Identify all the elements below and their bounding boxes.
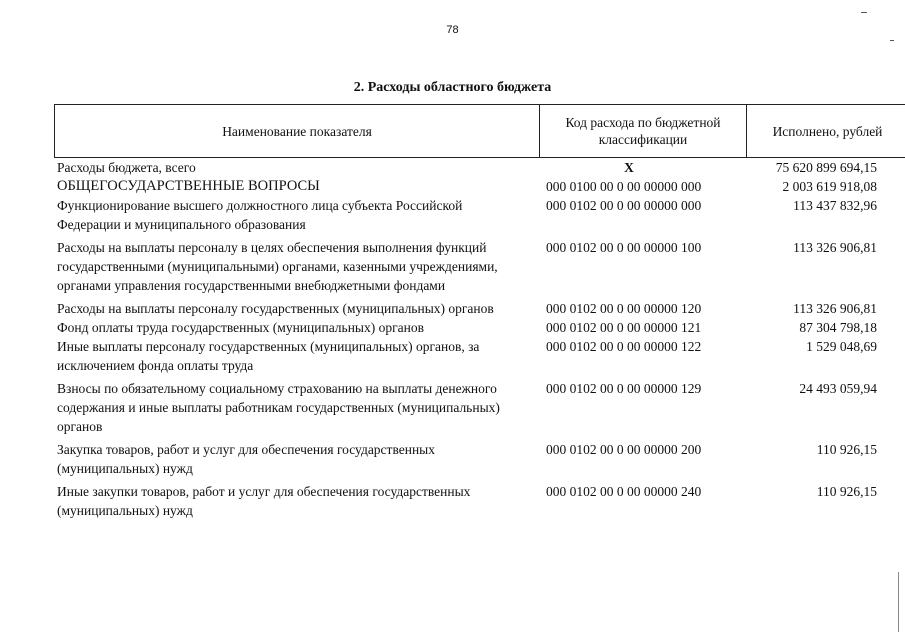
row-name: Расходы на выплаты персоналу в целях обеспечения выполнения функций государственными (муниципальными) органами, казенными учреждениями, органами управления государственными внебюджетными фондами — [57, 240, 498, 293]
table-row — [54, 158, 881, 177]
table-row — [54, 196, 881, 234]
row-name: Расходы на выплаты персоналу государственных (муниципальных) органов — [57, 301, 494, 316]
row-name: Расходы бюджета, всего — [57, 160, 196, 175]
row-code: 000 0102 00 0 00 00000 200 — [546, 442, 702, 457]
row-name: Фонд оплаты труда государственных (муниципальных) органов — [57, 320, 424, 335]
page-number: 78 — [446, 24, 459, 36]
scan-mark — [898, 572, 899, 632]
table-row — [54, 299, 881, 318]
row-code: 000 0102 00 0 00 00000 100 — [546, 240, 702, 255]
table-row — [54, 318, 881, 337]
row-code: 000 0102 00 0 00 00000 121 — [546, 320, 702, 335]
row-name: Закупка товаров, работ и услуг для обеспечения государственных (муниципальных) нужд — [57, 442, 436, 476]
table-header — [54, 104, 905, 158]
row-amount: 110 926,15 — [816, 484, 877, 499]
row-name: Взносы по обязательному социальному страхованию на выплаты денежного содержания и иные выплаты работникам государственных (муниципальных) органов — [57, 381, 500, 434]
table-row — [54, 482, 881, 520]
scan-mark — [861, 12, 867, 13]
row-amount: 113 326 906,81 — [793, 301, 877, 316]
row-code: 000 0102 00 0 00 00000 000 — [546, 198, 702, 213]
row-name: Иные закупки товаров, работ и услуг для обеспечения государственных (муниципальных) нужд — [57, 484, 471, 518]
row-amount: 24 493 059,94 — [799, 381, 877, 396]
table-row — [54, 177, 881, 196]
row-amount: 87 304 798,18 — [799, 320, 877, 335]
header-indicator-name: Наименование показателя — [55, 105, 540, 158]
row-code: 000 0102 00 0 00 00000 129 — [546, 381, 702, 396]
row-code: 000 0100 00 0 00 00000 000 — [546, 179, 702, 194]
scan-mark — [890, 40, 894, 41]
table-row — [54, 238, 881, 295]
row-code: 000 0102 00 0 00 00000 120 — [546, 301, 702, 316]
row-amount: 113 437 832,96 — [793, 198, 877, 213]
row-amount: 75 620 899 694,15 — [775, 160, 877, 175]
row-amount: 2 003 619 918,08 — [782, 179, 877, 194]
row-code: 000 0102 00 0 00 00000 240 — [546, 484, 702, 499]
row-amount: 113 326 906,81 — [793, 240, 877, 255]
section-title: 2. Расходы областного бюджета — [353, 80, 552, 95]
table-row — [54, 379, 881, 436]
header-budget-code: Код расхода по бюджетной классификации — [540, 105, 747, 158]
row-amount: 110 926,15 — [816, 442, 877, 457]
row-name: ОБЩЕГОСУДАРСТВЕННЫЕ ВОПРОСЫ — [57, 178, 320, 194]
table-body — [54, 158, 881, 520]
row-code: 000 0102 00 0 00 00000 122 — [546, 339, 702, 354]
row-name: Иные выплаты персоналу государственных (муниципальных) органов, за исключением фонда оплаты труда — [57, 339, 480, 373]
row-name: Функционирование высшего должностного лица субъекта Российской Федерации и муниципального образования — [57, 198, 463, 232]
table-row — [54, 337, 881, 375]
table-row — [54, 440, 881, 478]
row-amount: 1 529 048,69 — [806, 339, 877, 354]
row-code: X — [624, 160, 634, 175]
header-executed-amount: Исполнено, рублей — [747, 105, 905, 158]
